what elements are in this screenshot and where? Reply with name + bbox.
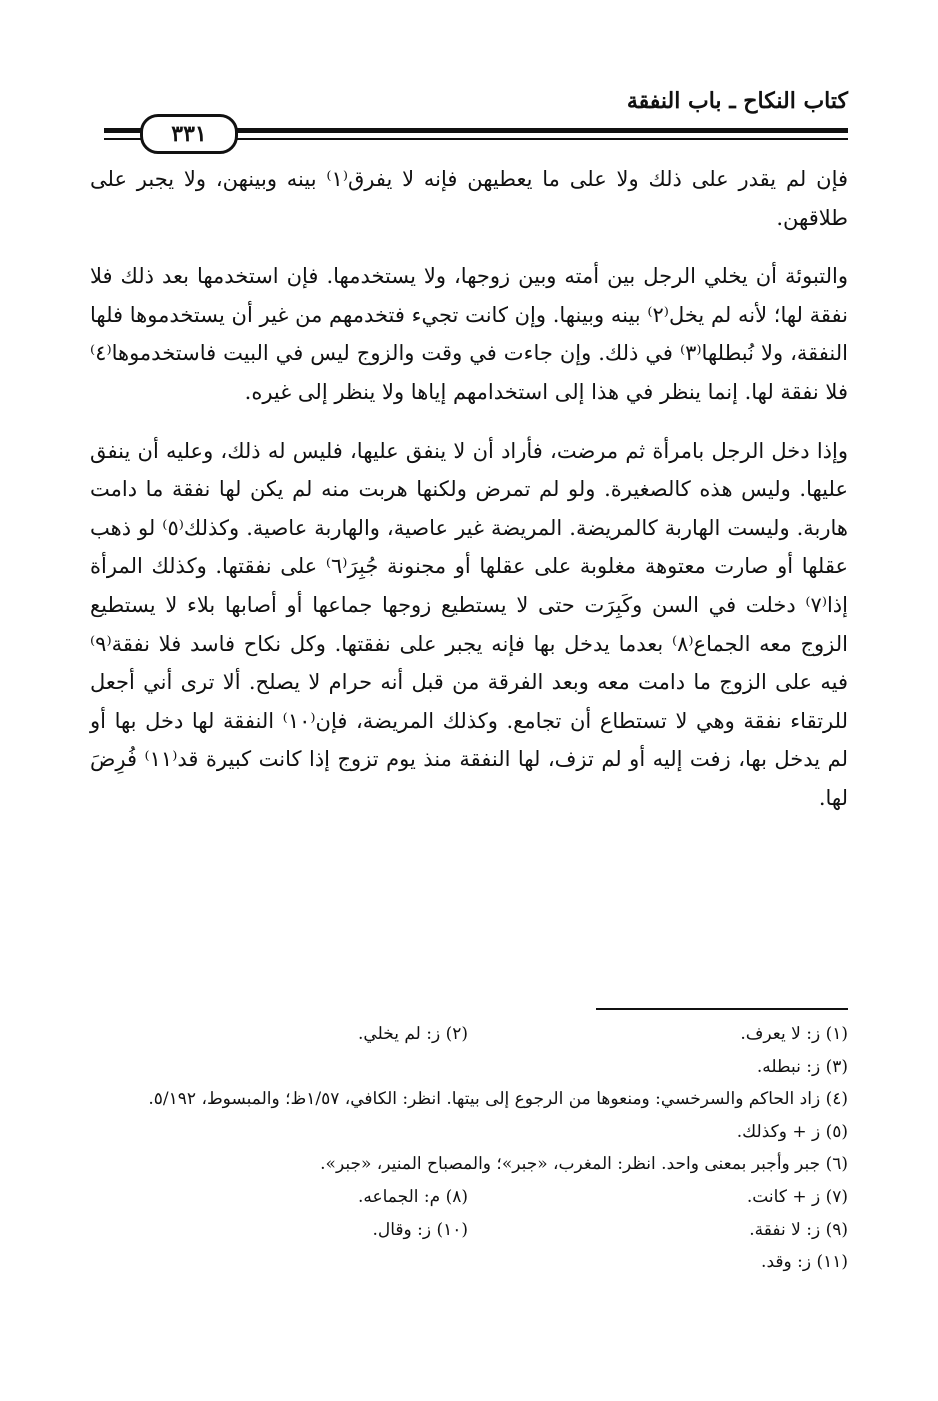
footnote-row [90,1148,848,1181]
footnote-row [90,1018,848,1051]
footnote-row [90,1181,848,1214]
footnote-4: (٤) زاد الحاكم والسرخسي: ومنعوها من الرجوع إلى بيتها. انظر: الكافي، ١/٥٧ظ؛ والمبسوط، ٥/١٩٢. [148,1089,848,1110]
footnote-8: (٨) م: الجماعه. [357,1186,468,1207]
footnote-row [90,1214,848,1247]
footnote-6: (٦) جبر وأجبر بمعنى واحد. انظر: المغرب، «جبر»؛ والمصباح المنير، «جبر». [320,1154,848,1175]
page-header [104,84,848,147]
page-number: ٣٣١ [140,114,238,154]
footnote-1: (١) ز: لا يعرف. [740,1024,848,1044]
paragraph-2: والتبوئة أن يخلي الرجل بين أمته وبين زوجها، ولا يستخدمها. فإن استخدمها بعد ذلك فلا نفقة لها؛ لأنه لم يخل⁽٢⁾ بينه وبينها. وإن كانت تجيء فتخدمهم من غير أن يستخدموها فلها النفقة، ولا نُبطلها⁽٣⁾ في ذلك. وإن جاءت في وقت والزوج ليس في البيت فاستخدموها⁽٤⁾ فلا نفقة لها. إنما ينظر في هذا إلى استخدامهم إياها ولا ينظر إلى غيره. [90,264,849,404]
footnotes [90,1018,848,1279]
running-head: كتاب النكاح ـ باب النفقة [626,88,848,114]
footnote-separator [596,1008,848,1010]
footnote-row [90,1246,848,1279]
paragraph-1: فإن لم يقدر على ذلك ولا على ما يعطيهن فإنه لا يفرق⁽١⁾ بينه وبينهن، ولا يجبر على طلاقهن. [90,167,849,230]
footnote-5: (٥) ز + وكذلك. [736,1121,848,1142]
paragraph-3: وإذا دخل الرجل بامرأة ثم مرضت، فأراد أن لا ينفق عليها، فليس له ذلك، وعليه أن ينفق عليها. وليس هذه كالصغيرة. ولو لم تمرض ولكنها هربت منه لم يكن لها نفقة ما دامت هاربة. وليست الهاربة كالمريضة. المريضة غير عاصية، والهاربة عاصية. وكذلك⁽٥⁾ لو ذهب عقلها أو صارت معتوهة مغلوبة على عقلها أو مجنونة جُبِرَ⁽٦⁾ على نفقتها. وكذلك المرأة إذا⁽٧⁾ دخلت في السن وكَبِرَت حتى لا يستطيع زوجها جماعها أو أصابها بلاء لا يستطيع الزوج معه الجماع⁽٨⁾ بعدما يدخل بها فإنه يجبر على نفقتها. وكل نكاح فاسد فلا نفقة⁽٩⁾ فيه على الزوج ما دامت معه وبعد الفرقة من قبل أنه حرام لا يصلح. ألا ترى أني أجعل للرتقاء نفقة وهي لا تستطاع أن تجامع. وكذلك المريضة، فإن⁽١٠⁾ النفقة لها دخل بها أو لم يدخل بها، زفت إليه أو لم تزف، لها النفقة منذ يوم تزوج إذا كانت كبيرة قد⁽١١⁾ فُرِضَ لها. [90,438,849,810]
footnote-9: (٩) ز: لا نفقة. [749,1219,848,1240]
footnote-2: (٢) ز: لم يخلي. [358,1024,468,1044]
footnote-3: (٣) ز: نبطله. [756,1056,848,1077]
footnote-7: (٧) ز + كانت. [746,1186,848,1207]
footnote-11: (١١) ز: وقد. [761,1252,848,1273]
footnote-10: (١٠) ز: وقال. [372,1219,468,1240]
footnote-row [90,1116,848,1149]
footnote-row [90,1051,848,1084]
footnote-row [90,1083,848,1116]
main-text [90,160,848,838]
